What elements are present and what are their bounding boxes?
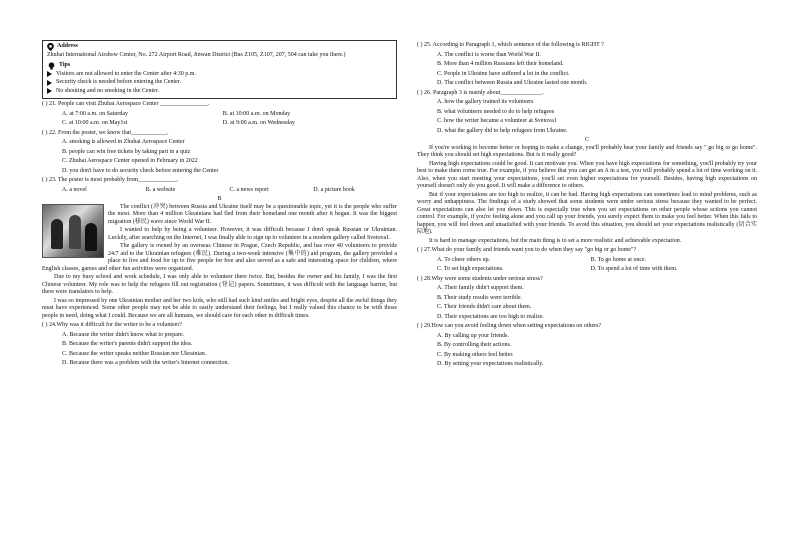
options-row	[42, 187, 397, 195]
question-29: ( ) 29.How can you avoid feeling down when setting expectations on others?	[417, 323, 602, 329]
passage-b-paragraph: The conflict (冲突) between Russia and Ukraine itself may be a questionable topic, yet it is the people who suffer the most. More than 4 million Ukrainians had fled from their homeland one month after it began. It was the biggest migration (移民) wave since World War II.	[108, 203, 397, 225]
question-26: ( ) 26. Paragraph 3 is mainly about______________.	[417, 89, 544, 96]
right-column	[417, 40, 757, 371]
option: A. at 7:00 a.m. on Saturday	[62, 110, 128, 117]
question-23: ( ) 23. The poster is most probably from_____________.	[42, 177, 179, 183]
option: D. what the gallery did to help refugees from Ukraine.	[437, 127, 568, 134]
passage-c-paragraph: Having high expectations could be good. It can motivate you. When you have high expectations for something, you'll probably try your best to make them come true. For example, if you believe that you can get an A in a test, you will probably spend a lot of time working on it. Also, when you start meeting your expectations, you'll set even higher expectations for yourself. Besides, having high expectations on yourself doesn't only do you good. It will make a difference to others.	[417, 160, 757, 189]
option: B. Their study results were terrible.	[437, 294, 523, 301]
question-28: ( ) 28.Why were some students under serious stress?	[417, 275, 543, 282]
option: A. The conflict is worse than World War II.	[437, 51, 542, 58]
option: C. Zhuhai Aerospace Center opened in February in 2022	[62, 158, 198, 164]
option: B. what volunteers needed to do to help refugees	[437, 108, 555, 115]
arrow-bullet-icon	[47, 71, 52, 77]
tips-header	[47, 62, 392, 70]
passage-c-paragraph: But if your expectations are too high to realize, it can be bad. Having high expectations can sometimes lead to mind problems, such as worry and unhappiness. The findings of a study showed that some students were under serious stress because they wanted to be perfect. Great expectations can also let you down. This is especially true when you set expectations on other people whose actions you cannot control. For example, if you're feeling alone and you call up your friends, you surely expect them to make you feel better. When this fails to happen, you will feel down and unsatisfied with your friends. To avoid this situation, you should set your expectations realistically (切合实际地).	[417, 191, 757, 235]
tips-label: Tips	[59, 61, 71, 68]
option: A. how the gallery trained its volunteers	[437, 99, 534, 105]
option: A. Because the writer didn't know what to prepare.	[62, 331, 185, 338]
address-label: Address	[57, 43, 78, 49]
options-row	[42, 111, 397, 119]
location-pin-icon	[47, 43, 54, 51]
option: B. To go home at once.	[590, 256, 647, 263]
option: B. By controlling their actions.	[437, 342, 512, 348]
option: D. By setting your expectations realistically.	[437, 361, 544, 367]
option: C. By making others feel better.	[437, 351, 514, 358]
left-column	[42, 40, 397, 370]
passage-b-paragraph: Due to my busy school and work schedule, I was only able to volunteer there twice. But, besides the owner and his family, I was the first Chinese volunteer. My role was to help the refugees fill out registration (登记) papers. Sometimes, it was difficult with the language barrier, but there were translators to help.	[42, 274, 397, 295]
question-21: ( ) 21. People can visit Zhuhai Aerospace Center ________________.	[42, 101, 210, 107]
passage-c-paragraph: It is hard to manage expectations, but the main thing is to set a more realistic and achievable expectation.	[429, 237, 682, 244]
refugees-photo	[42, 204, 104, 258]
arrow-bullet-icon	[47, 88, 52, 94]
option: C. at 10:00 a.m. on May1st	[62, 120, 128, 126]
address-text: Zhuhai International Airshow Center, No. 272 Airport Road, Jinwan District (Bus Z105, Z107, 207, 504 can take you there.)	[47, 52, 346, 58]
option: B. people can win free tickets by taking part in a quiz	[62, 148, 191, 155]
option: D. The conflict between Russia and Ukraine lasted one month.	[437, 80, 588, 86]
option: B. a website	[145, 186, 176, 193]
option: A. smoking is allowed in Zhuhai Aerospace Center	[62, 139, 185, 145]
options-row	[42, 120, 397, 128]
arrow-bullet-icon	[47, 80, 52, 86]
passage-b-paragraph: The gallery is owned by an overseas Chinese in Prague, Czech Republic, and has over 40 volunteers to provide 24/7 aid to the Ukrainian refugees (难民). During a two-week intensive (集中的) aid program, the gallery provided a place to live and food for up to five people for free and also served as a safe and interesting space for children, where English classes, games and other fun activities were organized.	[42, 243, 397, 272]
option: D. Because there was a problem with the writer's Internet connection.	[62, 360, 230, 366]
option: C. Because the writer speaks neither Russian nor Ukrainian.	[62, 350, 207, 357]
option: C. Their friends didn't care about them.	[437, 304, 532, 310]
question-22: ( ) 22. From the poster, we know that____________.	[42, 129, 169, 136]
section-b-label: B	[217, 196, 222, 202]
option: C. People in Ukraine have suffered a lot in the conflict.	[437, 70, 570, 77]
address-row	[47, 43, 392, 51]
option: B. at 10:00 a.m. on Monday	[222, 110, 291, 117]
section-c-label: C	[584, 137, 589, 143]
option: D. at 9:00 a.m. on Wednesday	[222, 120, 295, 126]
poster-box	[42, 40, 397, 99]
option: D. a picture book	[313, 186, 355, 193]
option: D. To spend a lot of time with them.	[590, 266, 678, 272]
option: B. Because the writer's parents didn't support the idea.	[62, 341, 193, 347]
passage-c-paragraph: If you're working to become better or hoping to make a change, you'll probably hear your family and friends say " go big or go home". They think you should set high expectations. But is it really good?	[417, 144, 757, 158]
passage-b-paragraph: I wanted to help by being a volunteer. However, it was difficult because I don't speak Russian or Ukrainian. Luckily, after searching on the Internet, I was finally able to sign up to volunteer in a modern gallery called Svetova1.	[108, 227, 397, 241]
tip-item: Security check is needed before entering the Center.	[47, 79, 392, 87]
option: C. a news report	[229, 186, 269, 193]
option: D. you don't have to do security check before entering the Center	[62, 167, 219, 174]
question-27: ( ) 27.What do your family and friends want you to do when they say "go big or go home"?	[417, 247, 637, 253]
tip-item: Visitors are not allowed to enter the Center after 4:30 p.m.	[47, 71, 392, 79]
option: C. how the writer became a volunteer at Svetova1	[437, 118, 557, 124]
option: A. a novel	[62, 186, 87, 193]
question-24: ( ) 24.Why was it difficult for the writer to be a volunteer?	[42, 322, 183, 328]
question-25: ( ) 25. According to Paragraph 1, which sentence of the following is RIGHT ?	[417, 42, 604, 48]
option: D. Their expectations are too high to realize.	[437, 313, 545, 320]
option: A. Their family didn't support them.	[437, 285, 524, 291]
passage-b-paragraph: I was so impressed by one Ukrainian mother and her two kids, who still had such kind smiles and bright eyes, despite all the awful things they must have experienced. Some other people may not be able to easily understand their feelings, but I really valued this chance to be with those people in need, doing what I could. Because we are all humans, we should care for each other in difficult times.	[42, 297, 397, 319]
lightbulb-icon	[47, 62, 56, 70]
options-row	[417, 257, 757, 265]
option: A. To cheer others up.	[437, 256, 491, 263]
tip-item: No shouting and no smoking in the Center.	[47, 88, 392, 96]
option: A. By calling up your friends.	[437, 332, 509, 339]
option: C. To set high expectations.	[437, 266, 504, 272]
options-row	[417, 266, 757, 274]
option: B. More than 4 million Russians left their homeland.	[437, 61, 564, 67]
